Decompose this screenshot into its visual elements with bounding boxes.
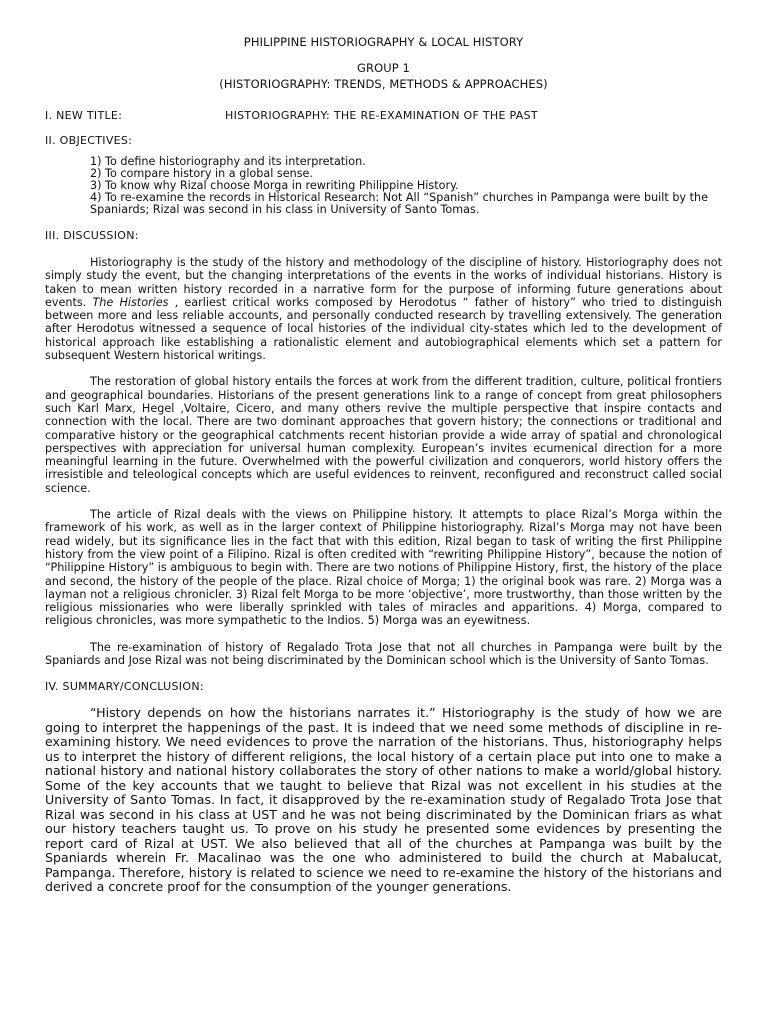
discussion-paragraph-2: The restoration of global history entails the forces at work from the different tradition, culture, political frontiers and geographical boundaries. Historians of the present generations link to a range of concept from great philosophers such Karl Marx, Hegel ,Voltaire, Cicero, and many others revive the multiple perspective that inspire contacts and connection with the local. There are two dominant approaches that govern history; the connections or traditional and comparative history or the geographical catchments recent historian provide a wide array of spatial and chronological perspectives with appreciation for universal human complexity. European’s invites ecumenical direction for a more meaningful learning in the future. Overwhelmed with the powerful civilization and conquerors, world history offers the irresistible and teleological concepts which are useful evidences to reinvent, reconfigured and reconstruct called social science.	[45, 375, 722, 495]
new-title-label: I. NEW TITLE:	[45, 109, 123, 122]
group-label: GROUP 1	[357, 61, 410, 75]
document-title: PHILIPPINE HISTORIOGRAPHY & LOCAL HISTORY	[243, 35, 524, 49]
summary-paragraph: “History depends on how the historians narrates it.” Historiography is the study of how we are going to interpret the happenings of the past. It is indeed that we need some methods of discipline in re-examining history. We need evidences to prove the narration of the historians. Thus, historiography helps us to interpret the history of different religions, the local history of a certain place put into one to make a national history and national history collaborates the story of other nations to make a world/global history. Some of the key accounts that we taught to believe that Rizal was not excellent in his studies at the University of Santo Tomas. In fact, it disapproved by the re-examination study of Regalado Trota Jose that Rizal was second in his class at UST and he was not being discriminated by the Dominican friars as what our history teachers taught us. To prove on his study he presented some evidences by presenting the report card of Rizal at UST. We also believed that all of the churches at Pampanga was built by the Spaniards wherein Fr. Macalinao was the one who administered to build the church at Mabalucat, Pampanga. Therefore, history is related to science we need to re-examine the history of the historians and derived a concrete proof for the consumption of the younger generations.	[45, 705, 722, 895]
objective-item: 3) To know why Rizal choose Morga in rewriting Philippine History.	[90, 179, 459, 192]
objectives-list	[45, 156, 722, 216]
discussion-heading: III. DISCUSSION:	[45, 229, 139, 242]
paragraph-text: , earliest critical works composed by Herodotus “ father of history” who tried to distinguish between more and less reliable accounts, and personally conducted research by travelling extensively. The generation after Herodotus witnessed a sequence of local histories of the individual city-states which led to the development of historical approach like establishing a rationalistic element and autobiographical elements which set a pattern for subsequent Western historical writings.	[45, 295, 722, 363]
discussion-paragraph-3: The article of Rizal deals with the views on Philippine history. It attempts to place Rizal’s Morga within the framework of his work, as well as in the larger context of Philippine historiography. Rizal’s Morga may not have been read widely, but its significance lies in the fact that with this edition, Rizal began to task of writing the first Philippine history from the view point of a Filipino. Rizal is often credited with “rewriting Philippine History”, because the notion of “Philippine History” is ambiguous to begin with. There are two notions of Philippine History, first, the history of the place and second, the history of the people of the place. Rizal choice of Morga; 1) the original book was rare. 2) Morga was a layman not a religious chronicler. 3) Rizal felt Morga to be more ‘objective’, more trustworthy, than those written by the religious missionaries who were liberally sprinkled with tales of miracles and apparitions. 4) Morga, compared to religious chronicles, was more sympathetic to the Indios. 5) Morga was an eyewitness.	[45, 508, 722, 628]
objective-item: 1) To define historiography and its interpretation.	[90, 155, 366, 168]
discussion-paragraph-4: The re-examination of history of Regalado Trota Jose that not all churches in Pampanga were built by the Spaniards and Jose Rizal was not being discriminated by the Dominican school which is the University of Santo Tomas.	[45, 640, 722, 668]
objective-item: 2) To compare history in a global sense.	[90, 167, 313, 180]
summary-heading: IV. SUMMARY/CONCLUSION:	[45, 680, 204, 694]
objectives-heading: II. OBJECTIVES:	[45, 134, 133, 147]
document-subtitle: (HISTORIOGRAPHY: TRENDS, METHODS & APPROACHES)	[219, 77, 548, 91]
discussion-paragraph-1	[45, 256, 722, 362]
paragraph-text: Historiography is the study of the history and methodology of the discipline of history. Historiography does not simply study the event, but the changing interpretations of the events in the works of individual historians. History is taken to mean written history recorded in a narrative form for the purpose of informing future generations about events.	[45, 256, 722, 309]
objective-item: 4) To re-examine the records in Historical Research: Not All “Spanish” churches in Pampanga were built by the Spaniards; Rizal was second in his class in University of Santo Tomas.	[90, 191, 708, 216]
new-title-value: HISTORIOGRAPHY: THE RE-EXAMINATION OF THE PAST	[225, 109, 538, 122]
book-title: The Histories	[92, 295, 169, 309]
new-title-row	[45, 109, 722, 122]
